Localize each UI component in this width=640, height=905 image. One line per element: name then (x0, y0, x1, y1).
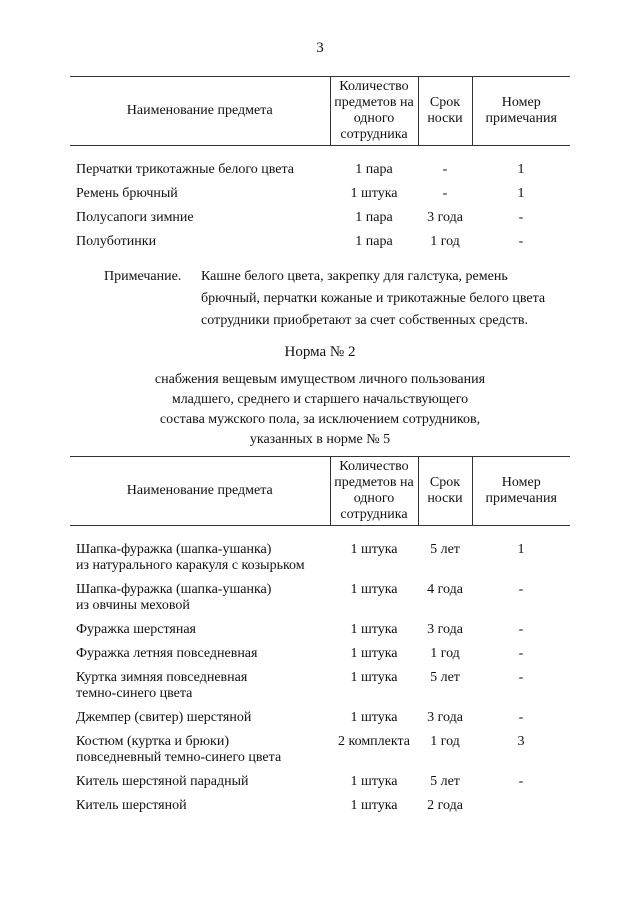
wear-term-cell: 2 года (427, 798, 463, 813)
table-row (70, 146, 570, 187)
note-number-cell: - (518, 710, 524, 725)
item-name-line: Перчатки трикотажные белого цвета (76, 162, 295, 177)
item-name-cell (70, 734, 330, 774)
wear-term-cell: - (442, 162, 448, 177)
table-row (70, 210, 570, 234)
note-number-cell (472, 798, 570, 822)
item-name-cell (70, 774, 330, 798)
quantity-cell: 1 штука (350, 582, 398, 597)
note-number-cell: - (518, 210, 524, 225)
wear-term-cell: 5 лет (430, 774, 460, 789)
item-name-line: Ремень брючный (76, 186, 178, 201)
header-item-name: Наименование предмета (70, 457, 330, 526)
subtitle-line: младшего, среднего и старшего начальствующего (171, 392, 469, 407)
table-row (70, 186, 570, 210)
note-number-cell: - (518, 774, 524, 789)
item-name-cell (70, 646, 330, 670)
header-wear-term: Срок носки (418, 77, 472, 146)
quantity-cell: 1 пара (355, 210, 393, 225)
item-name-line: Шапка-фуражка (шапка-ушанка) (76, 542, 272, 557)
header-note-number: Номер примечания (472, 457, 570, 526)
item-name-line: темно-синего цвета (76, 686, 193, 701)
item-name-cell (70, 186, 330, 210)
header-item-name: Наименование предмета (70, 77, 330, 146)
table-body (70, 526, 570, 823)
item-name-cell (70, 582, 330, 622)
quantity-cell: 1 пара (355, 234, 393, 249)
note-number-cell: 1 (517, 162, 525, 177)
item-name-line: из овчины меховой (76, 598, 190, 613)
table-header-row (70, 457, 570, 526)
quantity-cell: 1 штука (350, 774, 398, 789)
item-name-cell (70, 526, 330, 583)
wear-term-cell: 3 года (427, 622, 463, 637)
item-name-line: Куртка зимняя повседневная (76, 670, 248, 685)
wear-term-cell: 3 года (427, 210, 463, 225)
wear-term-cell: 5 лет (430, 542, 460, 557)
item-name-cell (70, 798, 330, 822)
norm-subtitle (0, 370, 640, 450)
footnote-text (201, 266, 566, 332)
note-number-cell: 3 (517, 734, 525, 749)
table-header-row (70, 77, 570, 146)
wear-term-cell: 1 год (430, 734, 460, 749)
table-row (70, 734, 570, 774)
quantity-cell: 1 штука (350, 710, 398, 725)
norm-title: Норма № 2 (284, 344, 356, 360)
footnote-label: Примечание. (104, 269, 182, 284)
header-quantity: Количество предметов на одного сотрудника (330, 457, 418, 526)
item-name-cell (70, 234, 330, 258)
item-name-line: Фуражка летняя повседневная (76, 646, 258, 661)
item-name-line: повседневный темно-синего цвета (76, 750, 282, 765)
item-name-line: Фуражка шерстяная (76, 622, 196, 637)
note-number-cell: - (518, 622, 524, 637)
page-number: 3 (316, 40, 324, 56)
subtitle-line: снабжения вещевым имуществом личного пользования (154, 372, 486, 387)
table-row (70, 670, 570, 710)
header-note-number: Номер примечания (472, 77, 570, 146)
item-name-cell (70, 622, 330, 646)
item-name-cell (70, 210, 330, 234)
item-name-line: из натурального каракуля с козырьком (76, 558, 305, 573)
item-name-line: Шапка-фуражка (шапка-ушанка) (76, 582, 272, 597)
quantity-cell: 1 штука (350, 798, 398, 813)
table-row (70, 710, 570, 734)
subtitle-line: указанных в норме № 5 (249, 432, 391, 447)
item-name-cell (70, 670, 330, 710)
wear-term-cell: - (442, 186, 448, 201)
wear-term-cell: 5 лет (430, 670, 460, 685)
item-name-cell (70, 710, 330, 734)
item-name-line: Китель шерстяной (76, 798, 187, 813)
norm-table-2 (70, 456, 570, 822)
table-body (70, 146, 570, 259)
table-row (70, 526, 570, 583)
wear-term-cell: 1 год (430, 234, 460, 249)
table-row (70, 798, 570, 822)
item-name-line: Полусапоги зимние (76, 210, 194, 225)
header-quantity: Количество предметов на одного сотрудника (330, 77, 418, 146)
table-row (70, 234, 570, 258)
quantity-cell: 1 штука (350, 542, 398, 557)
note-number-cell: - (518, 646, 524, 661)
wear-term-cell: 3 года (427, 710, 463, 725)
wear-term-cell: 1 год (430, 646, 460, 661)
table-row (70, 622, 570, 646)
item-name-line: Китель шерстяной парадный (76, 774, 249, 789)
quantity-cell: 1 штука (350, 622, 398, 637)
quantity-cell: 1 штука (350, 646, 398, 661)
quantity-cell: 1 штука (350, 186, 398, 201)
item-name-line: Костюм (куртка и брюки) (76, 734, 229, 749)
wear-term-cell: 4 года (427, 582, 463, 597)
note-number-cell: 1 (517, 186, 525, 201)
table-row (70, 774, 570, 798)
quantity-cell: 1 пара (355, 162, 393, 177)
item-name-line: Полуботинки (76, 234, 157, 249)
quantity-cell: 2 комплекта (338, 734, 410, 749)
item-name-cell (70, 146, 330, 187)
norm-table-1 (70, 76, 570, 258)
quantity-cell: 1 штука (350, 670, 398, 685)
note-number-cell: - (518, 234, 524, 249)
table-row (70, 646, 570, 670)
header-wear-term: Срок носки (418, 457, 472, 526)
footnote-line: Кашне белого цвета, закрепку для галстука, ремень (201, 269, 508, 284)
footnote-line: брючный, перчатки кожаные и трикотажные белого цвета (201, 291, 546, 306)
table-row (70, 582, 570, 622)
note-number-cell: 1 (517, 542, 525, 557)
footnote-line: сотрудники приобретают за счет собственных средств. (201, 313, 529, 328)
subtitle-line: состава мужского пола, за исключением сотрудников, (159, 412, 481, 427)
note-number-cell: - (518, 582, 524, 597)
note-number-cell: - (518, 670, 524, 685)
item-name-line: Джемпер (свитер) шерстяной (76, 710, 252, 725)
